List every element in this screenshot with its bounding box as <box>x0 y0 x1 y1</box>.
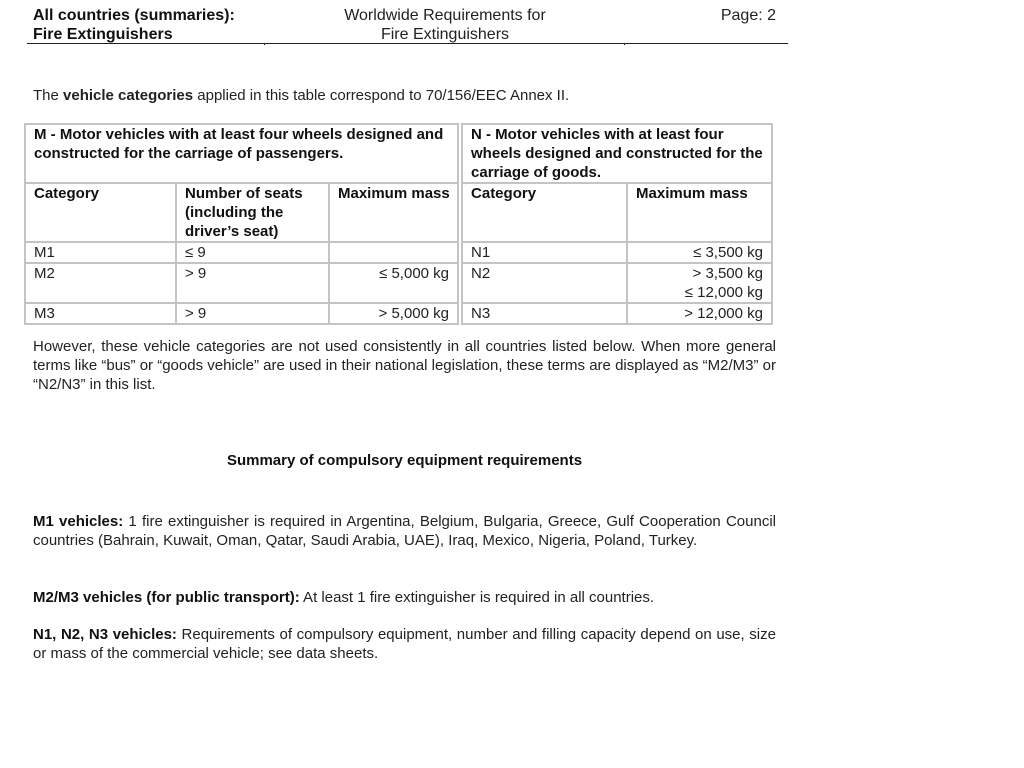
n-cat-cell: N2 <box>462 263 627 303</box>
m-mass-cell: ≤ 5,000 kg <box>329 263 458 303</box>
n-mass-line: ≤ 12,000 kg <box>684 284 764 301</box>
m2m3-requirement <box>33 588 776 607</box>
page-number: Page: 2 <box>720 7 776 24</box>
m-col-category: Category <box>25 183 176 242</box>
m-category-title: M - Motor vehicles with at least four wheels designed and constructed for the carriage of passengers. <box>25 124 458 183</box>
intro-bold: vehicle categories <box>63 87 194 104</box>
intro-prefix: The <box>33 87 64 104</box>
n-text: Requirements of compulsory equipment, number and filling capacity depend on use, size or mass of the commercial vehicle; see data sheets. <box>33 626 776 662</box>
n-col-category: Category <box>462 183 627 242</box>
note-paragraph: However, these vehicle categories are not used consistently in all countries listed below. When more general terms like “bus” or “goods vehicle” are used in their national legislation, these terms are displayed as “M2/M3” or “N2/N3” in this list. <box>33 338 776 393</box>
table-row <box>25 242 772 263</box>
m-cat-cell: M3 <box>25 303 176 324</box>
header-center <box>300 6 590 44</box>
n-label: N1, N2, N3 vehicles: <box>33 626 177 643</box>
n-requirement <box>33 625 776 663</box>
n-cat-cell: N1 <box>462 242 627 263</box>
m-mass-cell <box>329 242 458 263</box>
header-center-line1: Worldwide Requirements for <box>344 7 546 24</box>
m-seats-cell: > 9 <box>176 263 329 303</box>
n-col-mass: Maximum mass <box>627 183 772 242</box>
n-mass-line: ≤ 3,500 kg <box>693 244 764 261</box>
m1-text: 1 fire extinguisher is required in Argentina, Belgium, Bulgaria, Greece, Gulf Cooperation Council countries (Bahrain, Kuwait, Oman, Qatar, Saudi Arabia, UAE), Iraq, Mexico, Nigeria, Poland, Turkey. <box>33 513 776 549</box>
intro-suffix: applied in this table correspond to 70/156/EEC Annex II. <box>193 87 570 104</box>
n-mass-cell <box>627 242 772 263</box>
table-header-row <box>25 183 772 242</box>
m-seats-cell: ≤ 9 <box>176 242 329 263</box>
table-row <box>25 303 772 324</box>
m-col-seats: Number of seats (including the driver’s seat) <box>176 183 329 242</box>
table-title-row <box>25 124 772 183</box>
m1-requirement <box>33 512 776 550</box>
n-cat-cell: N3 <box>462 303 627 324</box>
vehicle-category-table <box>24 123 773 325</box>
table-row <box>25 263 772 303</box>
intro-paragraph <box>33 86 569 105</box>
m2m3-text: At least 1 fire extinguisher is required in all countries. <box>299 589 655 606</box>
n-mass-cell <box>627 303 772 324</box>
m-cat-cell: M1 <box>25 242 176 263</box>
m-cat-cell: M2 <box>25 263 176 303</box>
header-rule-tick <box>624 43 625 45</box>
n-mass-cell <box>627 263 772 303</box>
m-col-mass: Maximum mass <box>329 183 458 242</box>
header-left <box>33 6 235 44</box>
n-category-title: N - Motor vehicles with at least four wheels designed and constructed for the carriage of goods. <box>462 124 772 183</box>
m2m3-label: M2/M3 vehicles (for public transport): <box>33 589 300 606</box>
m-seats-cell: > 9 <box>176 303 329 324</box>
m1-label: M1 vehicles: <box>33 513 124 530</box>
header-center-line2: Fire Extinguishers <box>380 26 510 43</box>
header-rule <box>27 43 788 44</box>
summary-title: Summary of compulsory equipment requirements <box>226 452 583 469</box>
header-rule-tick <box>264 43 265 45</box>
header-left-line2: Fire Extinguishers <box>33 26 173 43</box>
n-mass-line: > 3,500 kg <box>692 265 764 282</box>
m-mass-cell: > 5,000 kg <box>329 303 458 324</box>
n-mass-line: > 12,000 kg <box>684 305 764 322</box>
header-left-line1: All countries (summaries): <box>33 7 235 24</box>
